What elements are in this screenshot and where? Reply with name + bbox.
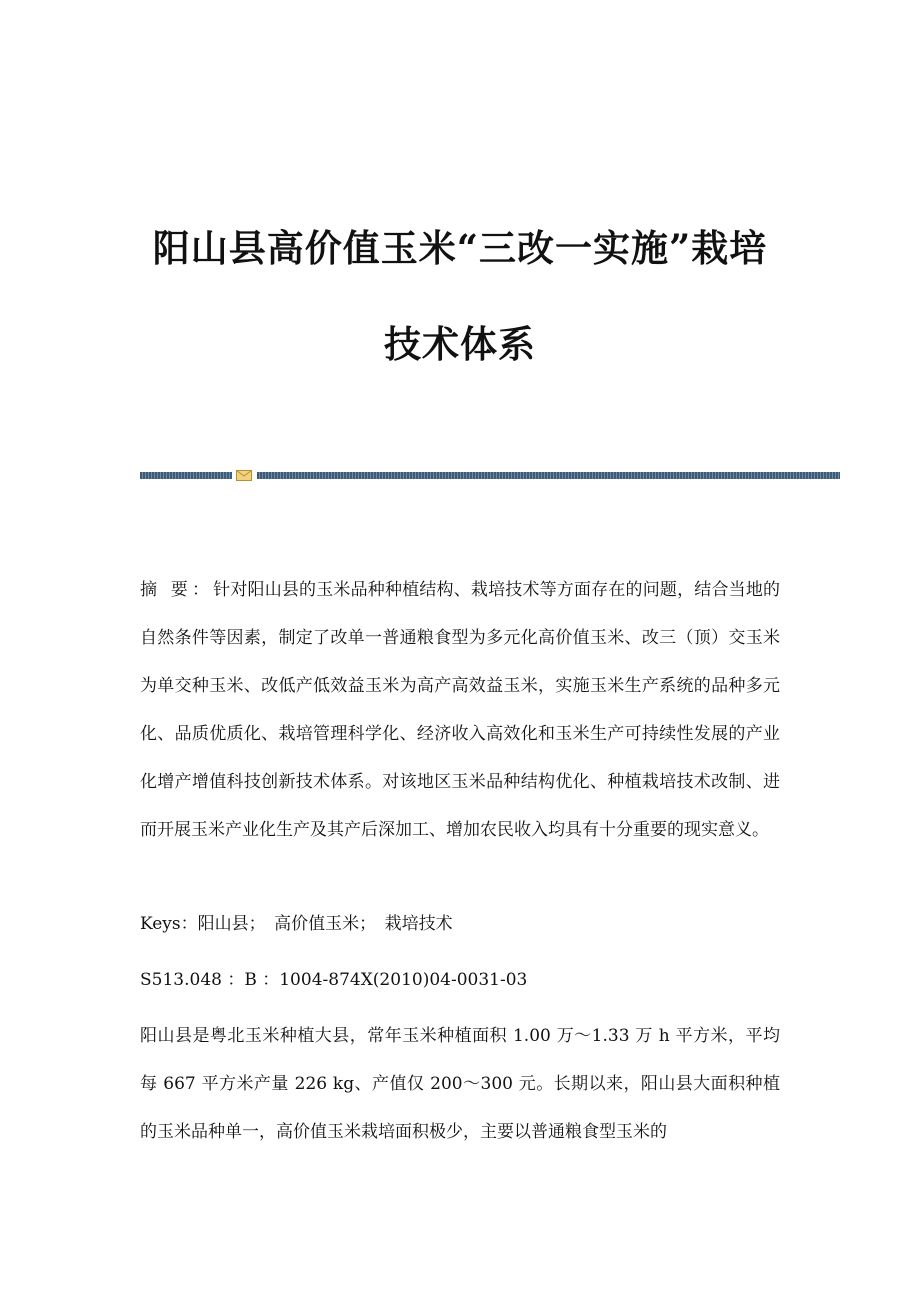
abstract-paragraph [140, 566, 780, 854]
title-divider [140, 470, 840, 481]
divider-bar-left [140, 472, 232, 479]
abstract-label: 摘 要： [140, 580, 214, 600]
keywords-line: Keys：阳山县； 高价值玉米； 栽培技术 [140, 914, 453, 934]
divider-bar-right [257, 472, 840, 479]
body-paragraph-1: 阳山县是粤北玉米种植大县，常年玉米种植面积 1.00 万～1.33 万 h 平方米，平均每 667 平方米产量 226 kg、产值仅 200～300 元。长期以来，阳山县大面积种植的玉米品种单一，高价值玉米栽培面积极少，主要以普通粮食型玉米的 [140, 1026, 780, 1142]
title-line-1: 阳山县高价值玉米“三改一实施”栽培 [152, 226, 768, 270]
abstract-text: 针对阳山县的玉米品种种植结构、栽培技术等方面存在的问题，结合当地的自然条件等因素，制定了改单一普通粮食型为多元化高价值玉米、改三（顶）交玉米为单交种玉米、改低产低效益玉米为高产高效益玉米，实施玉米生产系统的品种多元化、品质优质化、栽培管理科学化、经济收入高效化和玉米生产可持续性发展的产业化增产增值科技创新技术体系。对该地区玉米品种结构优化、种植栽培技术改制、进而开展玉米产业化生产及其产后深加工、增加农民收入均具有十分重要的现实意义。 [140, 580, 781, 840]
classification-line: S513.048 ：B ：1004-874X(2010)04-0031-03 [140, 970, 528, 990]
envelope-ornament-icon [236, 470, 252, 481]
title-line-2: 技术体系 [384, 322, 536, 366]
